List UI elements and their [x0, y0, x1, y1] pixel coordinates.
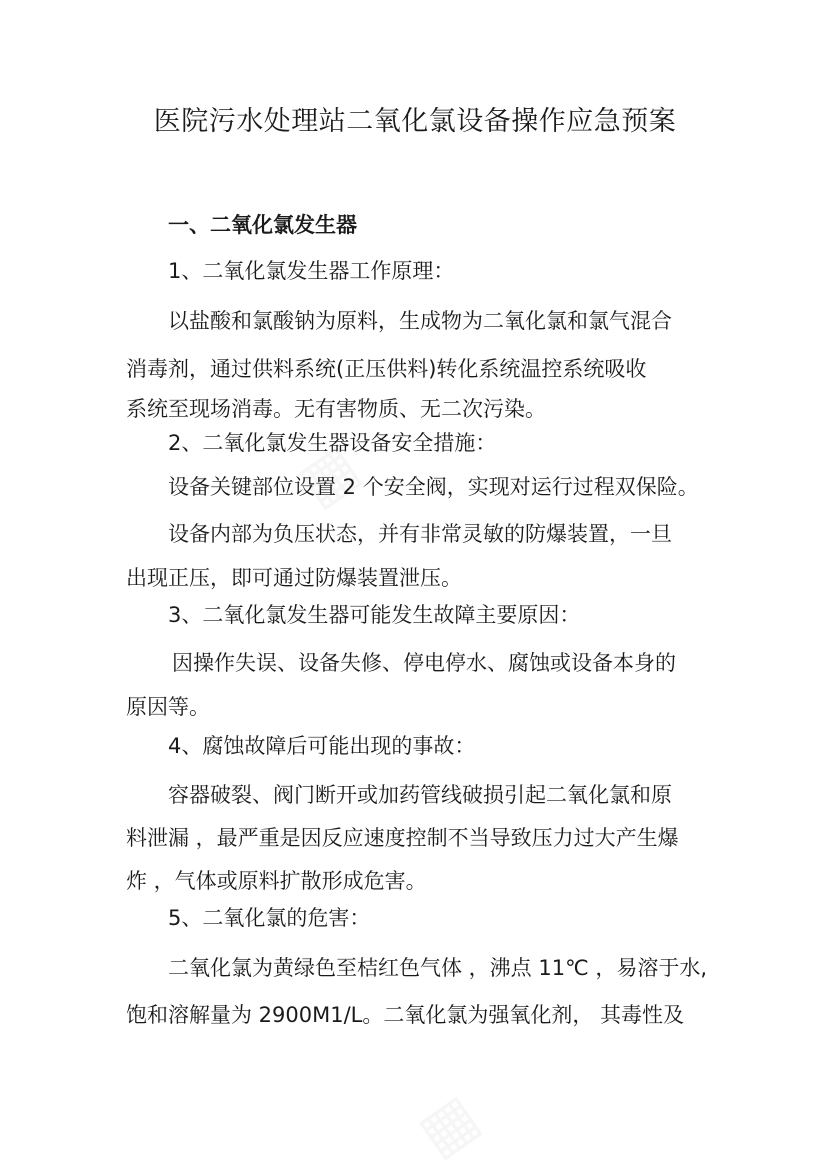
subheading-principle: 1、二氧化氯发生器工作原理：	[168, 259, 455, 283]
paragraph-line: 二氧化氯为黄绿色至桔红色气体 ，沸点 11℃ ，易溶于水,	[168, 956, 708, 980]
paragraph-line: 原因等。	[126, 695, 210, 719]
section-heading: 一、二氧化氯发生器	[168, 213, 357, 237]
watermark-graphic: ▦	[285, 430, 372, 520]
paragraph-line: 炸 ，气体或原料扩散形成危害。	[126, 869, 427, 893]
paragraph-line: 设备关键部位设置 2 个安全阀，实现对运行过程双保险。	[168, 475, 699, 499]
paragraph-line: 容器破裂、阀门断开或加药管线破损引起二氧化氯和原	[168, 783, 672, 807]
paragraph-line: 系统至现场消毒。无有害物质、无二次污染。	[126, 397, 546, 421]
subheading-hazards: 5、二氧化氯的危害：	[168, 906, 371, 930]
paragraph-line: 料泄漏 ，最严重是因反应速度控制不当导致压力过大产生爆	[126, 826, 679, 850]
subheading-causes: 3、二氧化氯发生器可能发生故障主要原因：	[168, 603, 581, 627]
watermark-graphic: ▦	[405, 1080, 492, 1170]
paragraph-line: 设备内部为负压状态，并有非常灵敏的防爆装置，一旦	[168, 522, 672, 546]
document-title: 医院污水处理站二氧化氯设备操作应急预案	[153, 106, 677, 137]
paragraph-line: 因操作失误、设备失修、停电停水、腐蚀或设备本身的	[172, 651, 676, 675]
subheading-safety: 2、二氧化氯发生器设备安全措施：	[168, 431, 497, 455]
paragraph-line: 饱和溶解量为 2900M1/L。二氧化氯为强氧化剂， 其毒性及	[126, 1003, 685, 1027]
paragraph-line: 消毒剂，通过供料系统(正压供料)转化系统温控系统吸收	[126, 357, 647, 381]
paragraph-line: 出现正压，即可通过防爆装置泄压。	[126, 566, 462, 590]
paragraph-line: 以盐酸和氯酸钠为原料，生成物为二氧化氯和氯气混合	[168, 309, 672, 333]
subheading-accidents: 4、腐蚀故障后可能出现的事故：	[168, 734, 476, 758]
